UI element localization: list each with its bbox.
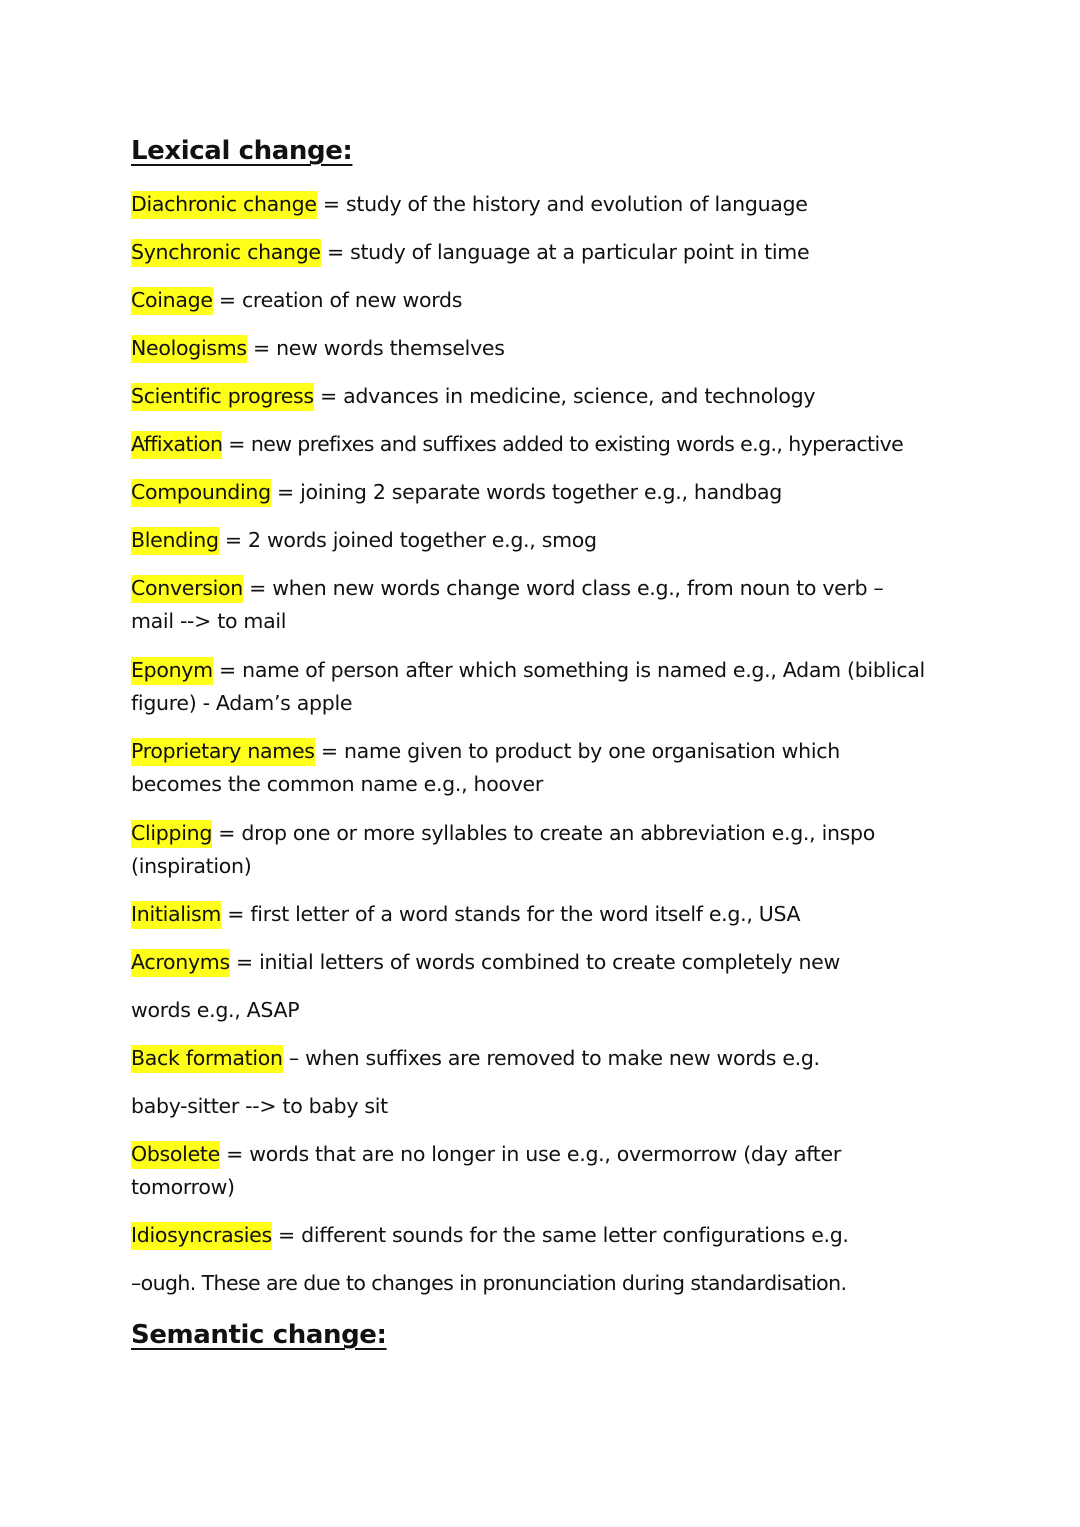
definition: study of language at a particular point in time <box>350 240 810 264</box>
term-highlight: Diachronic change <box>131 191 317 219</box>
entry-clipping <box>131 817 931 883</box>
definition: words e.g., ASAP <box>131 998 300 1022</box>
entry-blending <box>131 524 966 557</box>
definition: different sounds for the same letter configurations e.g. <box>301 1223 849 1247</box>
definition: name given to product by one organisation which becomes the common name e.g., hoover <box>131 739 840 796</box>
term-highlight: Synchronic change <box>131 239 321 267</box>
definition: new words themselves <box>276 336 505 360</box>
definition: creation of new words <box>241 288 463 312</box>
term-highlight: Back formation <box>131 1045 283 1073</box>
separator: = <box>313 384 344 408</box>
entry-back-formation <box>131 1042 966 1075</box>
definition: when suffixes are removed to make new words e.g. <box>305 1046 820 1070</box>
separator: = <box>320 240 351 264</box>
entry-obsolete <box>131 1138 911 1204</box>
separator: = <box>229 950 260 974</box>
term-highlight: Scientific progress <box>131 383 314 411</box>
entry-scientific-progress <box>131 380 966 413</box>
separator: = <box>242 576 273 600</box>
definition: study of the history and evolution of language <box>345 192 808 216</box>
heading-semantic-change: Semantic change: <box>131 1320 387 1350</box>
entry-acronyms-continued <box>131 994 966 1027</box>
term-highlight: Coinage <box>131 287 213 315</box>
entry-conversion <box>131 572 931 638</box>
heading-lexical-change: Lexical change: <box>131 136 353 166</box>
separator: – <box>282 1046 306 1070</box>
term-highlight: Affixation <box>131 431 222 459</box>
term-highlight: Idiosyncrasies <box>131 1222 272 1250</box>
entry-affixation <box>131 428 966 461</box>
definition: baby-sitter --> to baby sit <box>131 1094 388 1118</box>
entry-idiosyncrasies-continued <box>131 1267 966 1300</box>
entry-coinage <box>131 284 966 317</box>
definition: 2 words joined together e.g., smog <box>248 528 597 552</box>
separator: = <box>212 821 242 845</box>
term-highlight: Acronyms <box>131 949 230 977</box>
definition: joining 2 separate words together e.g., handbag <box>300 480 782 504</box>
separator: = <box>212 288 242 312</box>
term-highlight: Eponym <box>131 657 213 685</box>
separator: = <box>314 739 344 763</box>
term-highlight: Neologisms <box>131 335 247 363</box>
term-highlight: Proprietary names <box>131 738 315 766</box>
term-highlight: Obsolete <box>131 1141 220 1169</box>
entry-proprietary-names <box>131 735 911 801</box>
entry-synchronic-change <box>131 236 966 269</box>
separator: = <box>219 1142 250 1166</box>
separator: = <box>246 336 277 360</box>
separator: = <box>270 480 301 504</box>
definition: first letter of a word stands for the word itself e.g., USA <box>250 902 801 926</box>
definition: drop one or more syllables to create an abbreviation e.g., inspo (inspiration) <box>131 821 875 878</box>
separator: = <box>218 528 248 552</box>
separator: = <box>222 432 251 456</box>
term-highlight: Initialism <box>131 901 221 929</box>
separator: = <box>316 192 346 216</box>
term-highlight: Clipping <box>131 820 212 848</box>
definition: when new words change word class e.g., from noun to verb – mail --> to mail <box>131 576 884 633</box>
entry-acronyms <box>131 946 966 979</box>
definition: initial letters of words combined to create completely new <box>259 950 840 974</box>
separator: = <box>212 658 243 682</box>
entry-initialism <box>131 898 966 931</box>
separator: = <box>271 1223 302 1247</box>
entry-idiosyncrasies <box>131 1219 966 1252</box>
definition: –ough. These are due to changes in pronunciation during standardisation. <box>131 1271 847 1295</box>
entry-back-formation-continued <box>131 1090 966 1123</box>
definition: new prefixes and suffixes added to existing words e.g., hyperactive <box>250 432 904 456</box>
entry-eponym <box>131 654 966 720</box>
separator: = <box>221 902 251 926</box>
term-highlight: Conversion <box>131 575 243 603</box>
term-highlight: Compounding <box>131 479 271 507</box>
entry-compounding <box>131 476 966 509</box>
entry-diachronic-change <box>131 188 966 221</box>
term-highlight: Blending <box>131 527 219 555</box>
definition: words that are no longer in use e.g., overmorrow (day after tomorrow) <box>131 1142 841 1199</box>
definition: advances in medicine, science, and technology <box>343 384 816 408</box>
entry-neologisms <box>131 332 966 365</box>
definition: name of person after which something is named e.g., Adam (biblical figure) - Adam’s apple <box>131 658 925 715</box>
